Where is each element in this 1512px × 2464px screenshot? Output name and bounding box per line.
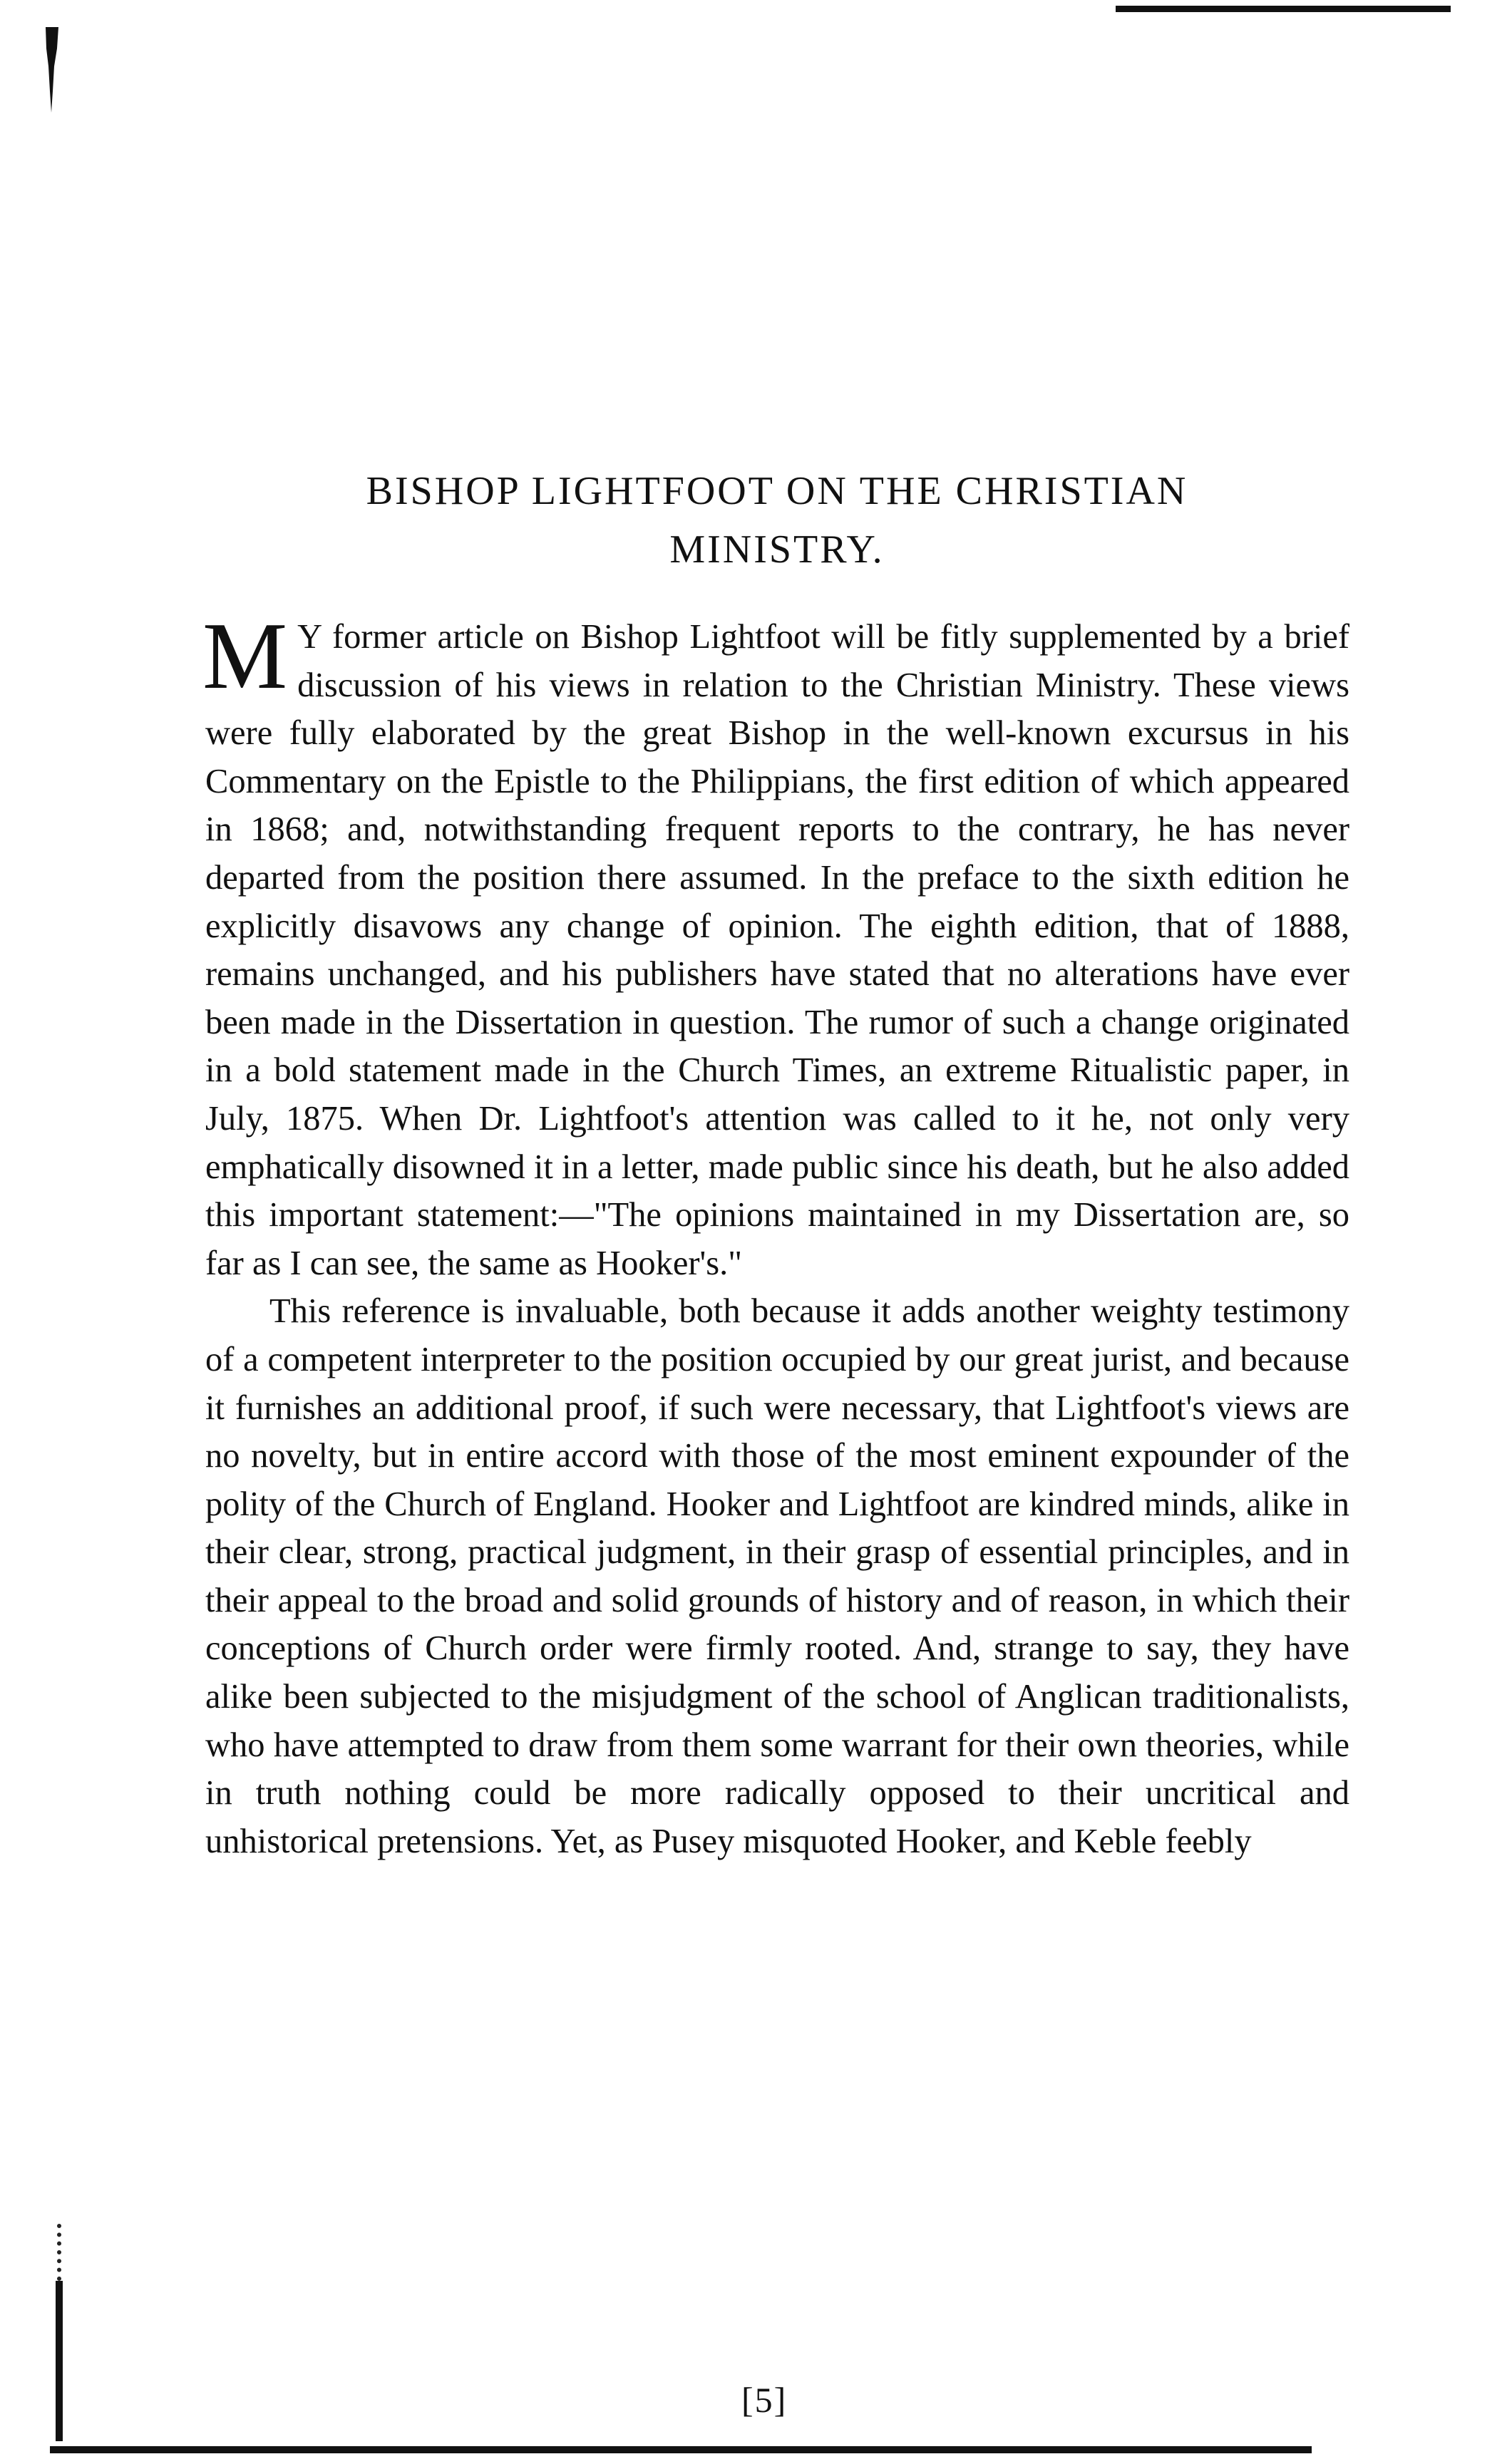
article-title — [214, 462, 1340, 579]
margin-dots — [57, 2224, 67, 2281]
bottom-rule — [50, 2446, 1312, 2453]
paragraph-1 — [202, 603, 1349, 1287]
title-line-2: MINISTRY. — [669, 527, 885, 572]
paragraph-1-text: Y former article on Bishop Lightfoot will be fitly supplemented by a brief discussion of his views in relation to the Christian Ministry. These views were fully elaborated by the great Bishop in the well-known excursus in his Commentary on the Epistle to the Philippians, the first edition of which appeared in 1868; and, notwithstanding frequent reports to the contrary, he has never departed from the position there assumed. In the preface to the sixth edition he explicitly disavows any change of opinion. The eighth edition, that of 1888, remains unchanged, and his publishers have stated that no alterations have ever been made in the Dissertation in question. The rumor of such a change originated in a bold statement made in the Church Times, an extreme Ritualistic paper, in July, 1875. When Dr. Lightfoot's attention was called to it he, not only very emphatically disowned it in a letter, made public since his death, but he also added this important statement:—"The opinions maintained in my Dissertation are, so far as I can see, the same as Hooker's." — [205, 618, 1349, 1282]
page-number: [5] — [741, 2380, 788, 2420]
top-rule — [1116, 6, 1451, 12]
margin-mark — [44, 27, 60, 113]
body-text — [202, 603, 1349, 1865]
drop-cap: M — [202, 603, 288, 708]
margin-bar — [56, 2281, 63, 2441]
paragraph-2: This reference is invaluable, both because it adds another weighty testimony of a competent interpreter to the position occupied by our great jurist, and because it furnishes an additional proof, if such were necessary, that Lightfoot's views are no novelty, but in entire accord with those of the most eminent expounder of the polity of the Church of England. Hooker and Lightfoot are kindred minds, alike in their clear, strong, practical judgment, in their grasp of essential principles, and in their appeal to the broad and solid grounds of history and of reason, in which their conceptions of Church order were firmly rooted. And, strange to say, they have alike been subjected to the misjudgment of the school of Anglican traditionalists, who have attempted to draw from them some warrant for their own theories, while in truth nothing could be more radically opposed to their uncritical and unhistorical pretensions. Yet, as Pusey misquoted Hooker, and Keble feebly — [205, 1292, 1349, 1860]
title-line-1: BISHOP LIGHTFOOT ON THE CHRISTIAN — [366, 469, 1188, 513]
